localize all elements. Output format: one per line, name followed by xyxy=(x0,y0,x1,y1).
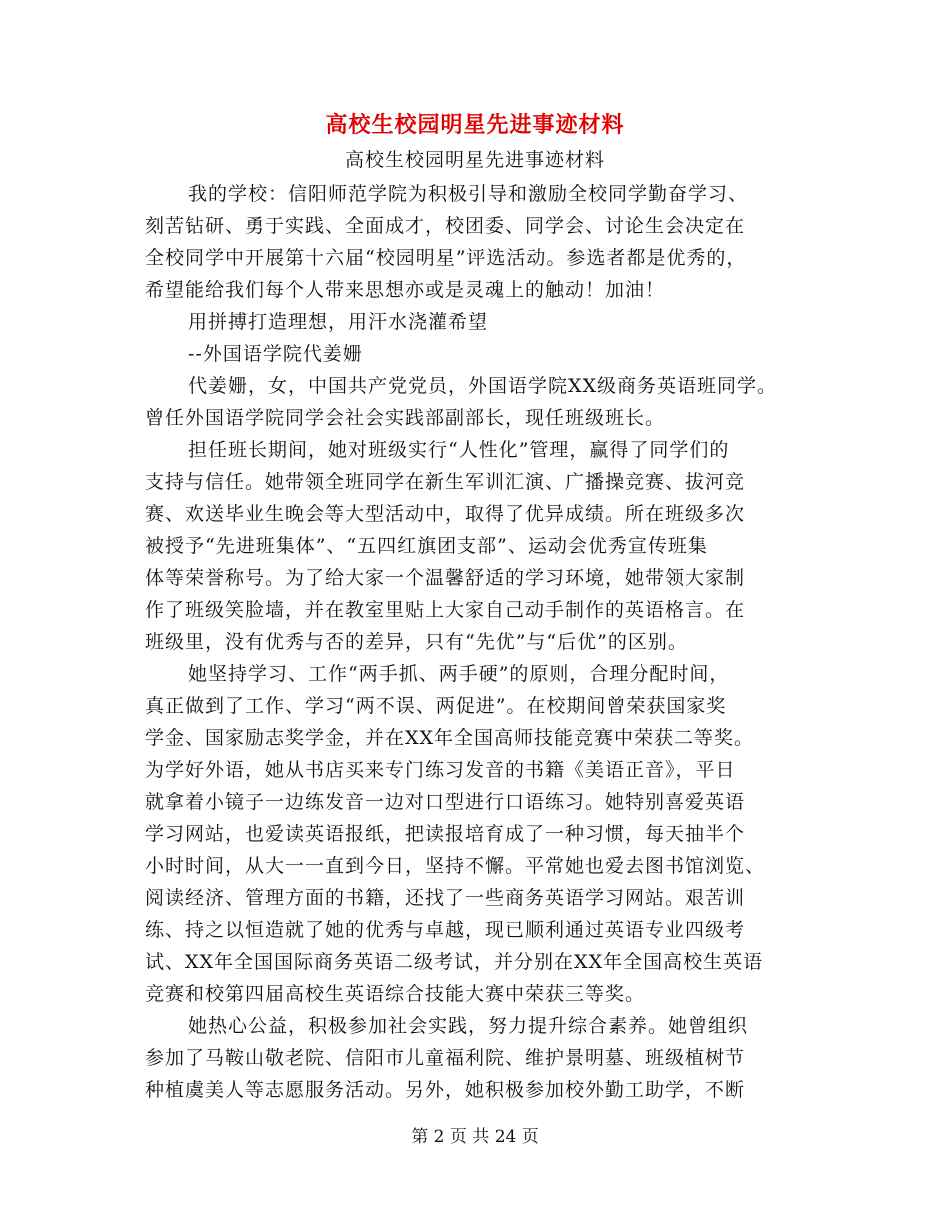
body-line: 担任班长期间，她对班级实行“人性化”管理，赢得了同学们的 xyxy=(188,439,730,461)
section-byline: --外国语学院代姜姗 xyxy=(188,343,363,365)
body-line: 阅读经济、管理方面的书籍，还找了一些商务英语学习网站。艰苦训 xyxy=(145,887,746,909)
body-line: 真正做到了工作、学习“两不误、两促进”。在校期间曾荣获国家奖 xyxy=(145,695,727,717)
body-line: 希望能给我们每个人带来思想亦或是灵魂上的触动！加油！ xyxy=(145,279,666,301)
body-line: 我的学校：信阳师范学院为积极引导和激励全校同学勤奋学习、 xyxy=(188,183,749,205)
page-number: 第 2 页 共 24 页 xyxy=(411,1127,539,1147)
body-line: 为学好外语，她从书店买来专门练习发音的书籍《美语正音》，平日 xyxy=(145,759,736,781)
body-line: 试、XX年全国国际商务英语二级考试，并分别在XX年全国高校生英语 xyxy=(145,951,764,973)
document-subtitle: 高校生校园明星先进事迹材料 xyxy=(344,149,605,171)
body-line: 学习网站，也爱读英语报纸，把读报培育成了一种习惯，每天抽半个 xyxy=(145,823,746,845)
body-line: 被授予“先进班集体”、“五四红旗团支部”、运动会优秀宣传班集 xyxy=(145,535,708,557)
body-line: 学金、国家励志奖学金，并在XX年全国高师技能竞赛中荣获二等奖。 xyxy=(145,727,755,749)
document-body xyxy=(145,178,825,1106)
document-title: 高校生校园明星先进事迹材料 xyxy=(325,112,625,138)
body-line: 曾任外国语学院同学会社会实践部副部长，现任班级班长。 xyxy=(145,407,666,429)
body-line: 支持与信任。她带领全班同学在新生军训汇演、广播操竞赛、拔河竞 xyxy=(145,471,746,493)
body-line: 练、持之以恒造就了她的优秀与卓越，现已顺利通过英语专业四级考 xyxy=(145,919,746,941)
section-heading: 用拼搏打造理想，用汗水浇灌希望 xyxy=(188,311,489,333)
body-line: 全校同学中开展第十六届“校园明星”评选活动。参选者都是优秀的， xyxy=(145,247,747,269)
body-line: 她热心公益，积极参加社会实践，努力提升综合素养。她曾组织 xyxy=(188,1015,749,1037)
body-line: 体等荣誉称号。为了给大家一个温馨舒适的学习环境，她带领大家制 xyxy=(145,567,746,589)
body-line: 竞赛和校第四届高校生英语综合技能大赛中荣获三等奖。 xyxy=(145,983,646,1005)
body-line: 作了班级笑脸墙，并在教室里贴上大家自己动手制作的英语格言。在 xyxy=(145,599,746,621)
body-line: 参加了马鞍山敬老院、信阳市儿童福利院、维护景明墓、班级植树节 xyxy=(145,1047,746,1069)
body-line: 她坚持学习、工作“两手抓、两手硬”的原则，合理分配时间， xyxy=(188,663,730,685)
body-line: 班级里，没有优秀与否的差异，只有“先优”与“后优”的区别。 xyxy=(145,631,688,653)
body-line: 种植虞美人等志愿服务活动。另外，她积极参加校外勤工助学，不断 xyxy=(145,1079,746,1101)
body-line: 赛、欢送毕业生晚会等大型活动中，取得了优异成绩。所在班级多次 xyxy=(145,503,746,525)
body-line: 刻苦钻研、勇于实践、全面成才，校团委、同学会、讨论生会决定在 xyxy=(145,215,746,237)
body-line: 就拿着小镜子一边练发音一边对口型进行口语练习。她特别喜爱英语 xyxy=(145,791,746,813)
body-line: 小时时间，从大一一直到今日，坚持不懈。平常她也爱去图书馆浏览、 xyxy=(145,855,766,877)
body-line: 代姜姗，女，中国共产党党员，外国语学院XX级商务英语班同学。 xyxy=(188,375,778,397)
